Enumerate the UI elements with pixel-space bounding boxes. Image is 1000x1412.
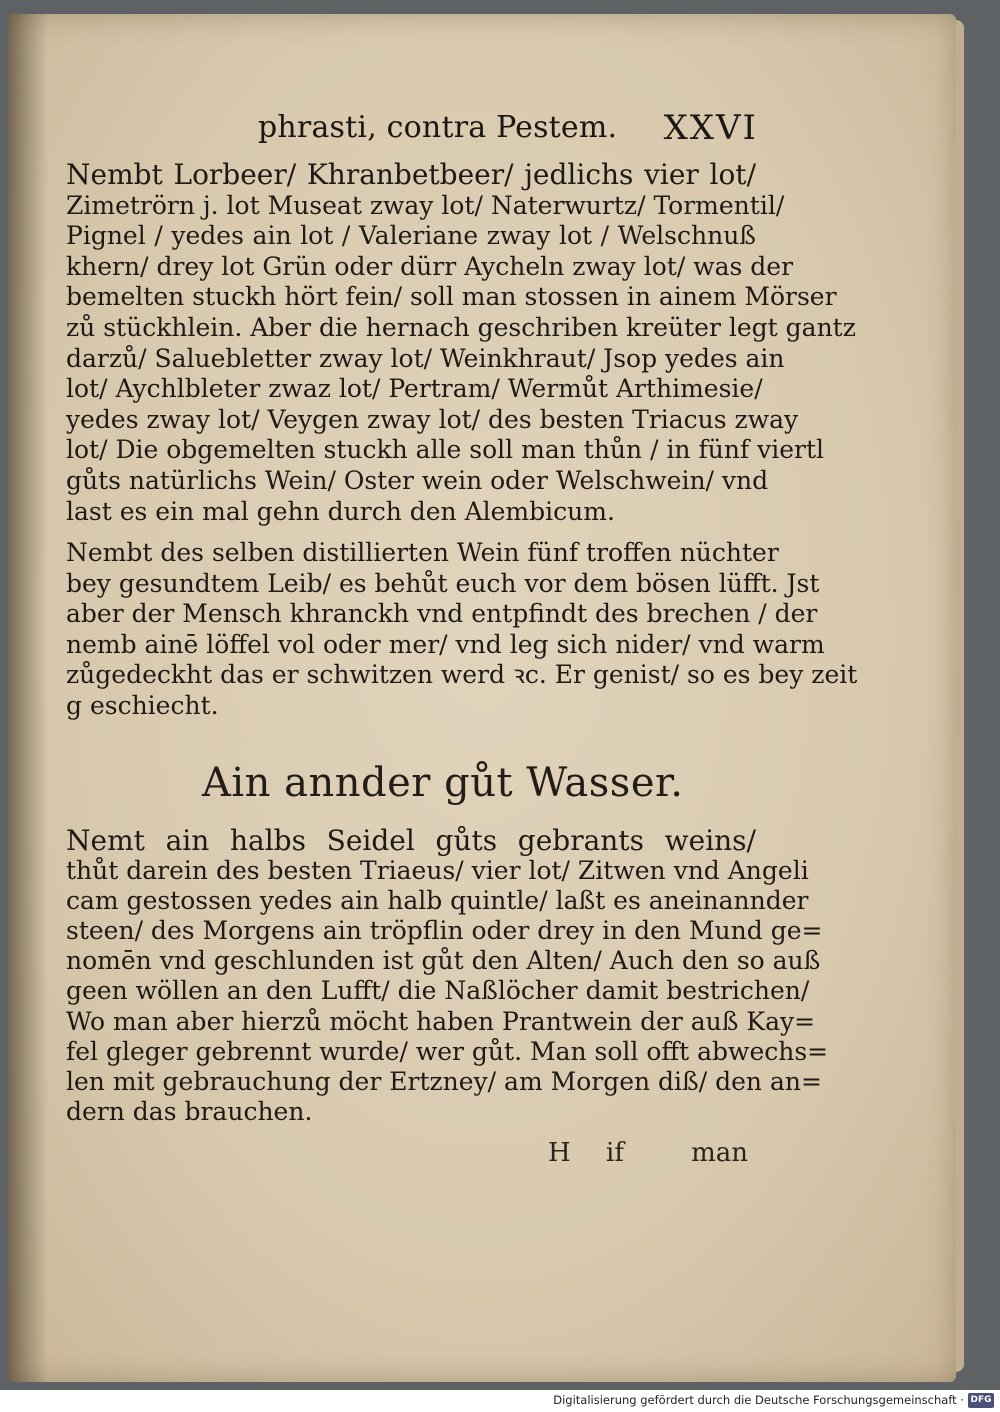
text-line: nomēn vnd geschlunden ist gůt den Alten/ Auch den so auß <box>66 946 821 976</box>
running-head-title: phrasti, contra Pestem. <box>258 110 618 145</box>
text-line: Nembt Lorbeer/ Khranbetbeer/ jedlichs vier lot/ <box>66 158 756 191</box>
running-head <box>258 106 758 156</box>
text-line: Wo man aber hierzů möcht haben Prantwein der auß Kay= <box>66 1006 816 1036</box>
text-line: lot/ Aychlbleter zwaz lot/ Pertram/ Wermůt Arthimesie/ <box>66 374 763 404</box>
text-line: zů stückhlein. Aber die hernach geschriben kreüter legt gantz <box>66 312 856 342</box>
paragraph-recipe <box>66 158 856 527</box>
page-edge <box>956 20 964 1372</box>
paragraph-second-water <box>66 824 829 1127</box>
text-line: aber der Mensch khranckh vnd entpfindt des brechen / der <box>66 599 818 629</box>
text-line: cam gestossen yedes ain halb quintle/ laßt es aneinannder <box>66 886 809 916</box>
text-line: Nemt ain halbs Seidel gůts gebrants weins/ <box>66 824 756 857</box>
text-line: geen wöllen an den Lufft/ die Naßlöcher damit bestrichen/ <box>66 976 810 1006</box>
text-line: bemelten stuckh hört fein/ soll man stossen in ainem Mörser <box>66 282 837 312</box>
text-line: len mit gebrauchung der Ertzney/ am Morgen diß/ den an= <box>66 1066 822 1096</box>
text-line: Nembt des selben distillierten Wein fünf troffen nüchter <box>66 538 779 567</box>
text-line: steen/ des Morgens ain tröpflin oder drey in den Mund ge= <box>66 916 823 946</box>
text-line: fel gleger gebrennt wurde/ wer gůt. Man soll offt abwechs= <box>66 1036 829 1066</box>
text-line: khern/ drey lot Grün oder dürr Aycheln zway lot/ was der <box>66 251 794 281</box>
text-line: yedes zway lot/ Veygen zway lot/ des besten Triacus zway <box>66 404 799 434</box>
page-gutter-shadow <box>8 14 48 1382</box>
text-line: gůts natürlichs Wein/ Oster wein oder Welschwein/ vnd <box>66 465 769 495</box>
catchword <box>548 1138 748 1170</box>
footer-bar <box>0 1390 1000 1412</box>
text-line: darzů/ Saluebletter zway lot/ Weinkhraut/ Jsop yedes ain <box>66 343 785 373</box>
text-line: g eschiecht. <box>66 690 219 720</box>
funding-credit: Digitalisierung gefördert durch die Deutsche Forschungsgemeinschaft · <box>553 1393 964 1407</box>
catchword-part: H <box>548 1138 571 1168</box>
text-line: Zimetrörn j. lot Museat zway lot/ Naterwurtz/ Tormentil/ <box>66 190 785 220</box>
paragraph-dosage <box>66 538 858 722</box>
folio-number: XXVI <box>663 108 758 148</box>
text-line: lot/ Die obgemelten stuckh alle soll man thůn / in fünf viertl <box>66 435 825 465</box>
text-line: bey gesundtem Leib/ es behůt euch vor dem bösen lüfft. Jst <box>66 568 820 598</box>
text-line: thůt darein des besten Triaeus/ vier lot/ Zitwen vnd Angeli <box>66 856 809 886</box>
section-heading: Ain annder gůt Wasser. <box>202 760 684 806</box>
text-line: last es ein mal gehn durch den Alembicum. <box>66 496 615 526</box>
text-line: zůgedeckht das er schwitzen werd ꝛc. Er genist/ so es bey zeit <box>66 660 858 690</box>
text-line: Pignel / yedes ain lot / Valeriane zway lot / Welschnuß <box>66 221 756 251</box>
catchword-part: man <box>691 1138 748 1168</box>
dfg-logo-icon: DFG <box>968 1393 994 1408</box>
catchword-part: if <box>606 1138 624 1168</box>
text-line: nemb ainē löffel vol oder mer/ vnd leg sich nider/ vnd warm <box>66 629 825 659</box>
text-line: dern das brauchen. <box>66 1096 313 1126</box>
